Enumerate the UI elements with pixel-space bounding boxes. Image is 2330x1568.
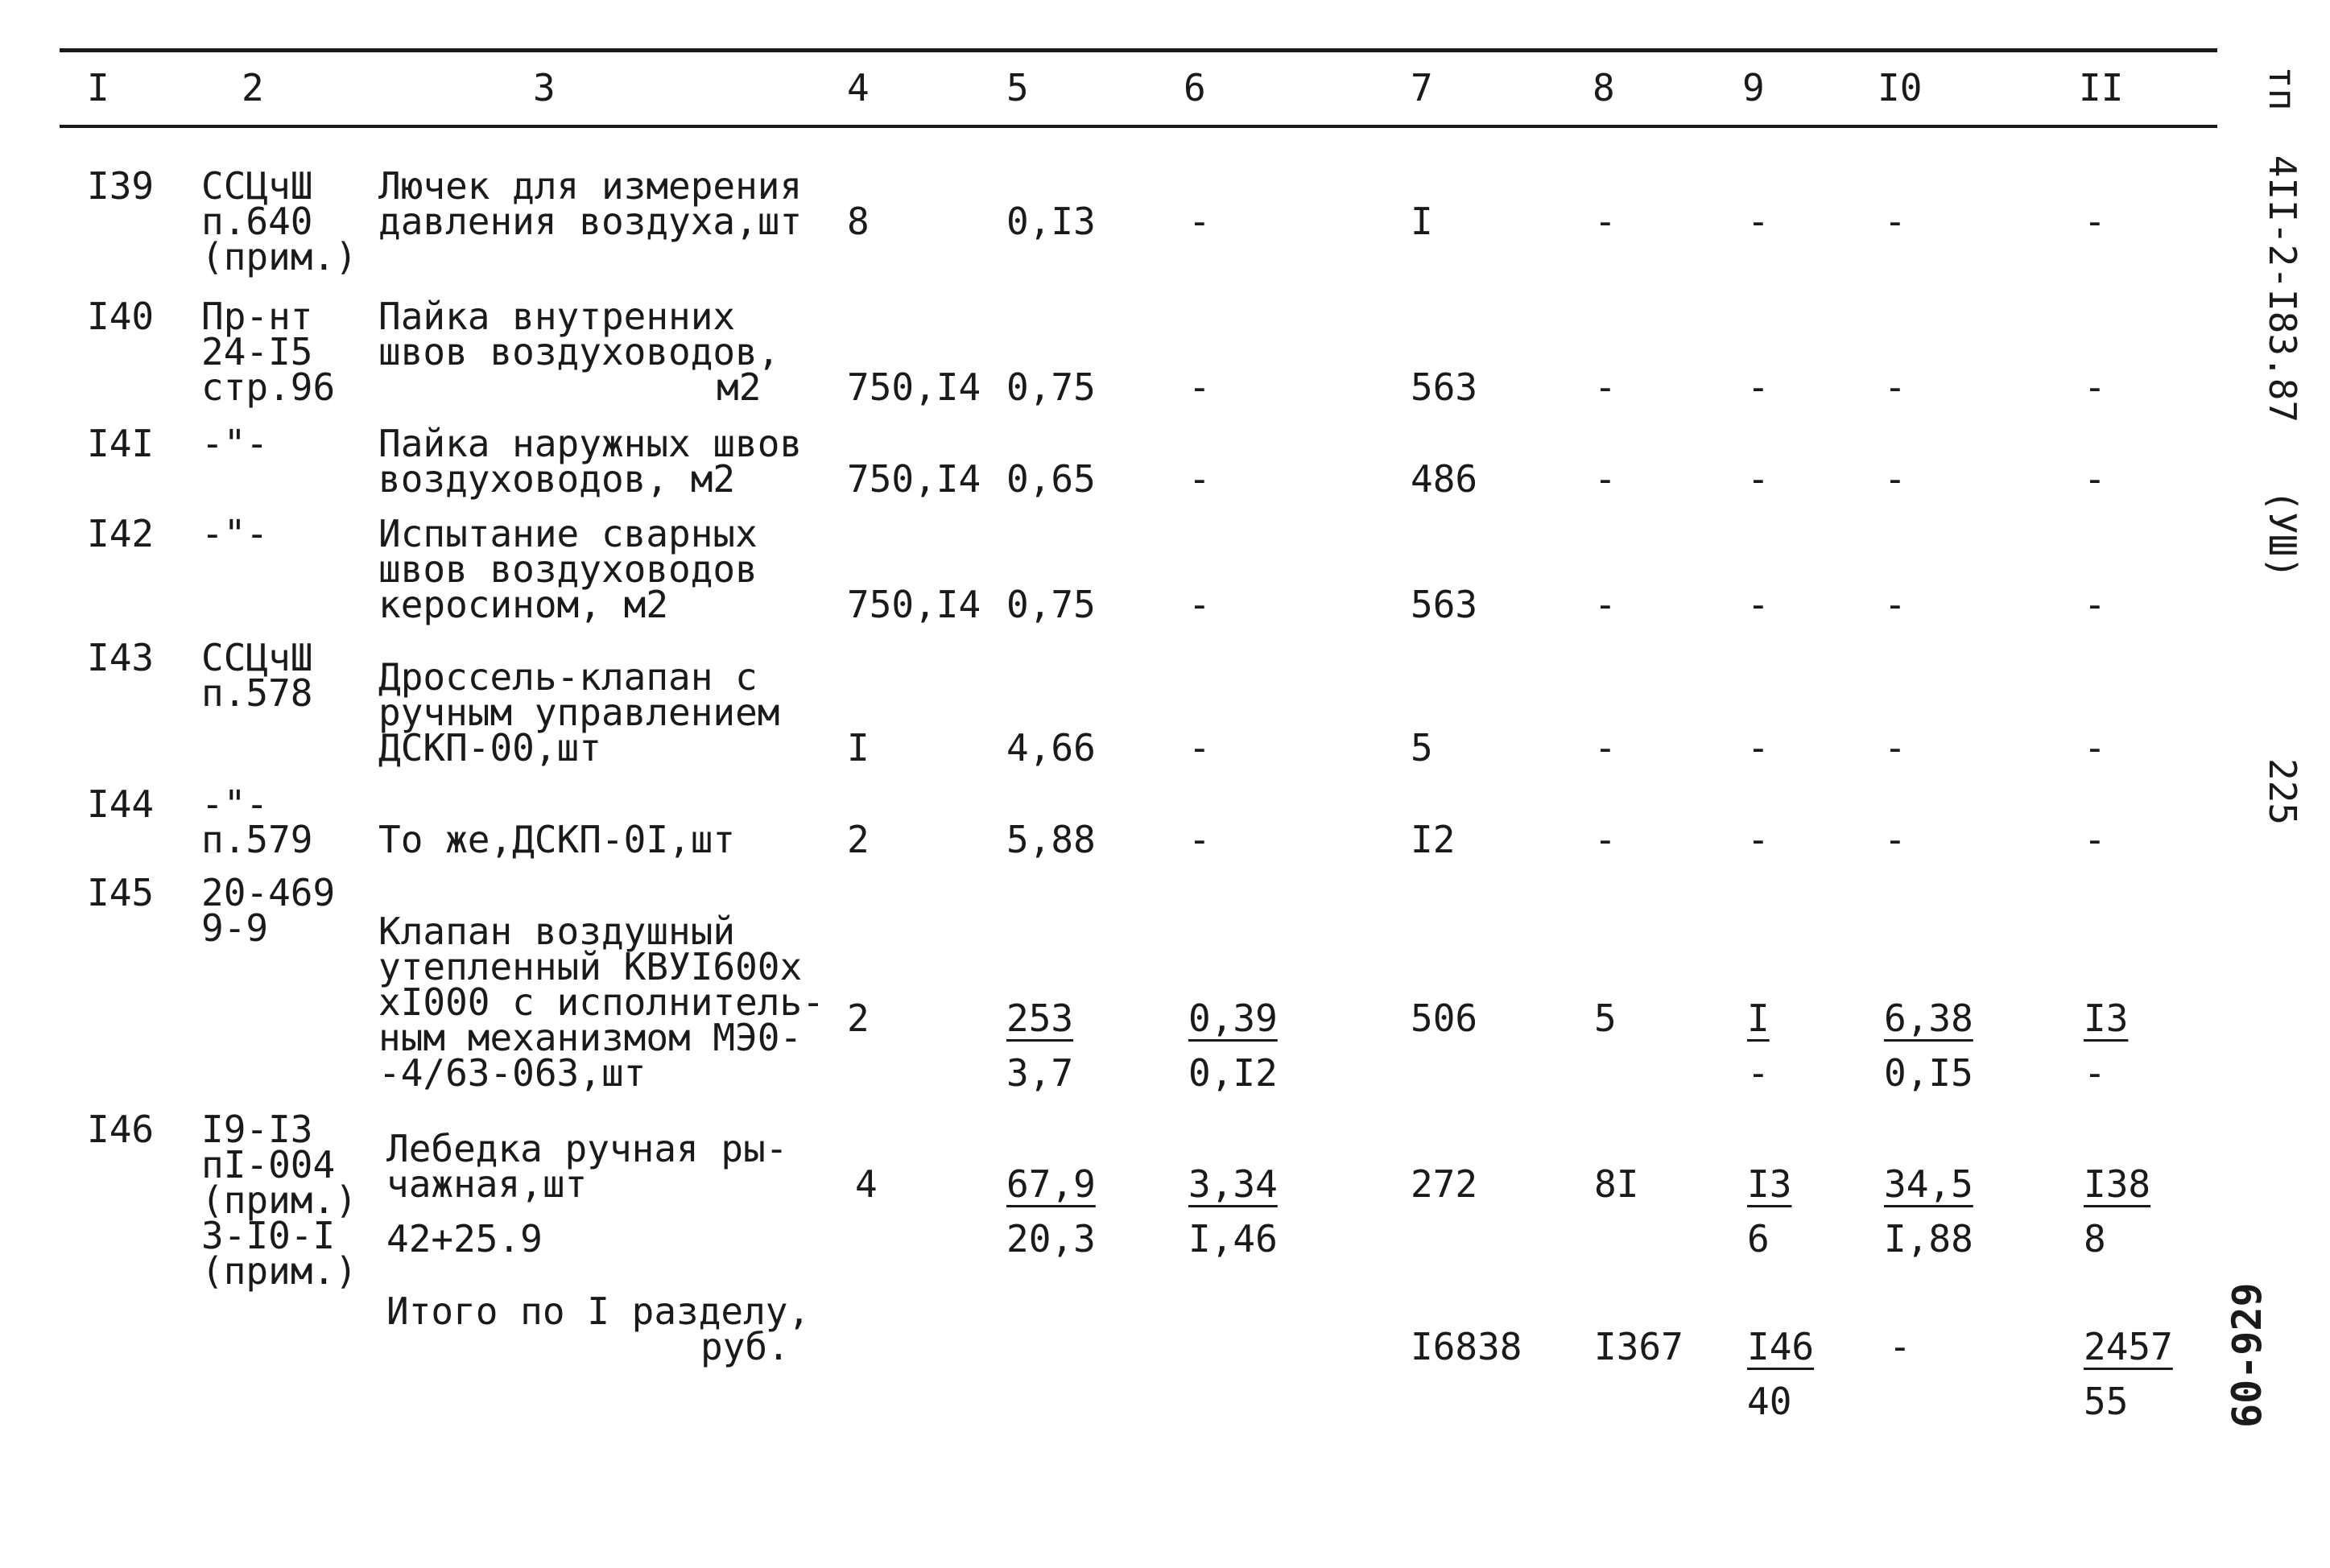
row-6-col11: - xyxy=(2084,818,2106,861)
row-2-col9: - xyxy=(1747,365,1770,409)
total-label-2: руб. xyxy=(700,1325,790,1368)
header-col-8: 8 xyxy=(1593,66,1615,109)
row-3-num: I4I xyxy=(87,422,155,465)
row-8-col11-top: I38 xyxy=(2084,1162,2151,1206)
row-3-desc-1: Пайка наружных швов xyxy=(378,422,803,465)
top-rule xyxy=(60,48,2217,52)
row-5-col10: - xyxy=(1884,726,1907,770)
row-5-col7: 5 xyxy=(1411,726,1433,770)
row-7-col10-top: 6,38 xyxy=(1884,997,1973,1040)
row-3-col4: 750,I4 xyxy=(847,457,981,501)
row-4-col9: - xyxy=(1747,583,1770,626)
row-6-ref-1: -"- xyxy=(201,782,269,826)
total-col11-bottom: 55 xyxy=(2084,1380,2129,1423)
row-7-col8: 5 xyxy=(1594,997,1617,1040)
row-4-desc-3: керосином, м2 xyxy=(378,583,669,626)
row-4-col6: - xyxy=(1188,583,1211,626)
row-6-col7: I2 xyxy=(1411,818,1456,861)
row-8-num: I46 xyxy=(87,1108,155,1151)
row-4-col10: - xyxy=(1884,583,1907,626)
header-col-9: 9 xyxy=(1742,66,1765,109)
row-1-desc-2: давления воздуха,шт xyxy=(378,200,803,243)
row-8-col5-bottom: 20,3 xyxy=(1006,1217,1096,1261)
row-1-num: I39 xyxy=(87,164,155,208)
row-7-col9-top: I xyxy=(1747,997,1770,1040)
row-1-ref-1: ССЦчШ xyxy=(201,164,313,208)
header-col-6: 6 xyxy=(1184,66,1206,109)
row-5-col8: - xyxy=(1594,726,1617,770)
row-4-ref-1: -"- xyxy=(201,512,269,555)
row-8-ref-1: I9-I3 xyxy=(201,1108,313,1151)
row-8-col6-top: 3,34 xyxy=(1188,1162,1278,1206)
row-8-ref-5: (прим.) xyxy=(201,1249,357,1293)
row-8-col9-top: I3 xyxy=(1747,1162,1792,1206)
header-rule xyxy=(60,125,2217,128)
header-col-1: I xyxy=(87,66,109,109)
row-1-ref-3: (прим.) xyxy=(201,235,357,279)
row-4-col7: 563 xyxy=(1411,583,1478,626)
row-1-col7: I xyxy=(1411,200,1433,243)
row-2-col8: - xyxy=(1594,365,1617,409)
row-8-col7: 272 xyxy=(1411,1162,1478,1206)
row-3-ref-1: -"- xyxy=(201,422,269,465)
row-6-col5: 5,88 xyxy=(1006,818,1096,861)
row-1-col9: - xyxy=(1747,200,1770,243)
row-7-ref-2: 9-9 xyxy=(201,906,269,950)
row-2-col7: 563 xyxy=(1411,365,1478,409)
row-8-col8: 8I xyxy=(1594,1162,1639,1206)
row-3-col9: - xyxy=(1747,457,1770,501)
row-4-col5: 0,75 xyxy=(1006,583,1096,626)
row-8-col10-bottom: I,88 xyxy=(1884,1217,1973,1261)
row-4-num: I42 xyxy=(87,512,155,555)
row-5-ref-1: ССЦчШ xyxy=(201,636,313,679)
row-1-col4: 8 xyxy=(847,200,870,243)
row-3-col5: 0,65 xyxy=(1006,457,1096,501)
total-col10: - xyxy=(1889,1325,1911,1368)
row-1-col5: 0,I3 xyxy=(1006,200,1096,243)
row-2-col5: 0,75 xyxy=(1006,365,1096,409)
row-2-desc-3: м2 xyxy=(717,365,762,409)
header-col-7: 7 xyxy=(1411,66,1433,109)
row-6-ref-2: п.579 xyxy=(201,818,313,861)
total-label-1: Итого по I разделу, xyxy=(386,1289,811,1333)
side-page-number: 225 xyxy=(2261,758,2304,826)
total-col9-bottom: 40 xyxy=(1747,1380,1792,1423)
row-5-num: I43 xyxy=(87,636,155,679)
row-1-col8: - xyxy=(1594,200,1617,243)
side-sheet-number: 60-929 xyxy=(2224,1282,2270,1428)
row-8-col4: 4 xyxy=(855,1162,878,1206)
row-8-desc-3: 42+25.9 xyxy=(386,1217,543,1261)
header-col-11: II xyxy=(2079,66,2124,109)
row-5-ref-2: п.578 xyxy=(201,671,313,715)
row-5-desc-3: ДСКП-00,шт xyxy=(378,726,601,770)
row-8-col10-top: 34,5 xyxy=(1884,1162,1973,1206)
row-7-col10-bottom: 0,I5 xyxy=(1884,1051,1973,1095)
row-1-col10: - xyxy=(1884,200,1907,243)
row-4-col8: - xyxy=(1594,583,1617,626)
row-7-desc-1: Клапан воздушный xyxy=(378,910,736,953)
row-5-desc-1: Дроссель-клапан с xyxy=(378,655,758,699)
row-1-ref-2: п.640 xyxy=(201,200,313,243)
side-doc-code: тп 4II-2-I83.87 (УШ) xyxy=(2261,66,2304,579)
row-1-col11: - xyxy=(2084,200,2106,243)
row-3-col11: - xyxy=(2084,457,2106,501)
row-6-desc-1: То же,ДСКП-0I,шт xyxy=(378,818,736,861)
row-8-ref-4: 3-I0-I xyxy=(201,1214,336,1257)
row-1-desc-1: Лючек для измерения xyxy=(378,164,803,208)
total-col11-top: 2457 xyxy=(2084,1325,2173,1368)
row-7-col11-top: I3 xyxy=(2084,997,2129,1040)
row-3-col6: - xyxy=(1188,457,1211,501)
header-col-3: 3 xyxy=(533,66,556,109)
row-5-col11: - xyxy=(2084,726,2106,770)
row-4-col4: 750,I4 xyxy=(847,583,981,626)
row-6-col6: - xyxy=(1188,818,1211,861)
total-col9-top: I46 xyxy=(1747,1325,1815,1368)
row-5-col6: - xyxy=(1188,726,1211,770)
row-7-desc-3: хI000 с исполнитель- xyxy=(378,980,824,1024)
row-7-col7: 506 xyxy=(1411,997,1478,1040)
row-7-num: I45 xyxy=(87,871,155,914)
header-col-2: 2 xyxy=(242,66,264,109)
row-2-col11: - xyxy=(2084,365,2106,409)
row-5-col5: 4,66 xyxy=(1006,726,1096,770)
row-7-ref-1: 20-469 xyxy=(201,871,336,914)
row-7-col5-bottom: 3,7 xyxy=(1006,1051,1074,1095)
row-2-num: I40 xyxy=(87,295,155,338)
header-col-4: 4 xyxy=(847,66,870,109)
row-7-col6-top: 0,39 xyxy=(1188,997,1278,1040)
row-8-ref-2: пI-004 xyxy=(201,1143,336,1186)
total-col7: I6838 xyxy=(1411,1325,1522,1368)
row-6-col4: 2 xyxy=(847,818,870,861)
row-2-ref-1: Пр-нт xyxy=(201,295,313,338)
row-5-desc-2: ручным управлением xyxy=(378,691,780,734)
row-2-desc-2: швов воздуховодов, xyxy=(378,330,780,373)
row-5-col4: I xyxy=(847,726,870,770)
row-6-col8: - xyxy=(1594,818,1617,861)
row-1-col6: - xyxy=(1188,200,1211,243)
row-3-col10: - xyxy=(1884,457,1907,501)
row-8-col9-bottom: 6 xyxy=(1747,1217,1770,1261)
row-6-num: I44 xyxy=(87,782,155,826)
row-7-desc-2: утепленный КВУI600х xyxy=(378,945,803,988)
row-6-col10: - xyxy=(1884,818,1907,861)
row-7-desc-4: ным механизмом МЭ0- xyxy=(378,1016,803,1059)
row-8-desc-2: чажная,шт xyxy=(386,1162,588,1206)
row-7-col4: 2 xyxy=(847,997,870,1040)
row-3-col8: - xyxy=(1594,457,1617,501)
row-4-desc-2: швов воздуховодов xyxy=(378,547,758,591)
row-4-col11: - xyxy=(2084,583,2106,626)
header-col-10: I0 xyxy=(1878,66,1923,109)
header-col-5: 5 xyxy=(1006,66,1029,109)
row-6-col9: - xyxy=(1747,818,1770,861)
total-col8: I367 xyxy=(1594,1325,1683,1368)
row-7-col5-top: 253 xyxy=(1006,997,1074,1040)
row-2-ref-2: 24-I5 xyxy=(201,330,313,373)
row-8-desc-1: Лебедка ручная ры- xyxy=(386,1127,788,1170)
row-8-col6-bottom: I,46 xyxy=(1188,1217,1278,1261)
row-8-col11-bottom: 8 xyxy=(2084,1217,2106,1261)
row-2-col10: - xyxy=(1884,365,1907,409)
row-2-ref-3: стр.96 xyxy=(201,365,336,409)
row-2-col6: - xyxy=(1188,365,1211,409)
row-3-col7: 486 xyxy=(1411,457,1478,501)
row-3-desc-2: воздуховодов, м2 xyxy=(378,457,736,501)
row-2-col4: 750,I4 xyxy=(847,365,981,409)
row-7-col11-bottom: - xyxy=(2084,1051,2106,1095)
row-7-desc-5: -4/63-063,шт xyxy=(378,1051,647,1095)
row-4-desc-1: Испытание сварных xyxy=(378,512,758,555)
row-7-col9-bottom: - xyxy=(1747,1051,1770,1095)
row-8-col5-top: 67,9 xyxy=(1006,1162,1096,1206)
row-2-desc-1: Пайка внутренних xyxy=(378,295,736,338)
row-7-col6-bottom: 0,I2 xyxy=(1188,1051,1278,1095)
row-8-ref-3: (прим.) xyxy=(201,1178,357,1222)
row-5-col9: - xyxy=(1747,726,1770,770)
